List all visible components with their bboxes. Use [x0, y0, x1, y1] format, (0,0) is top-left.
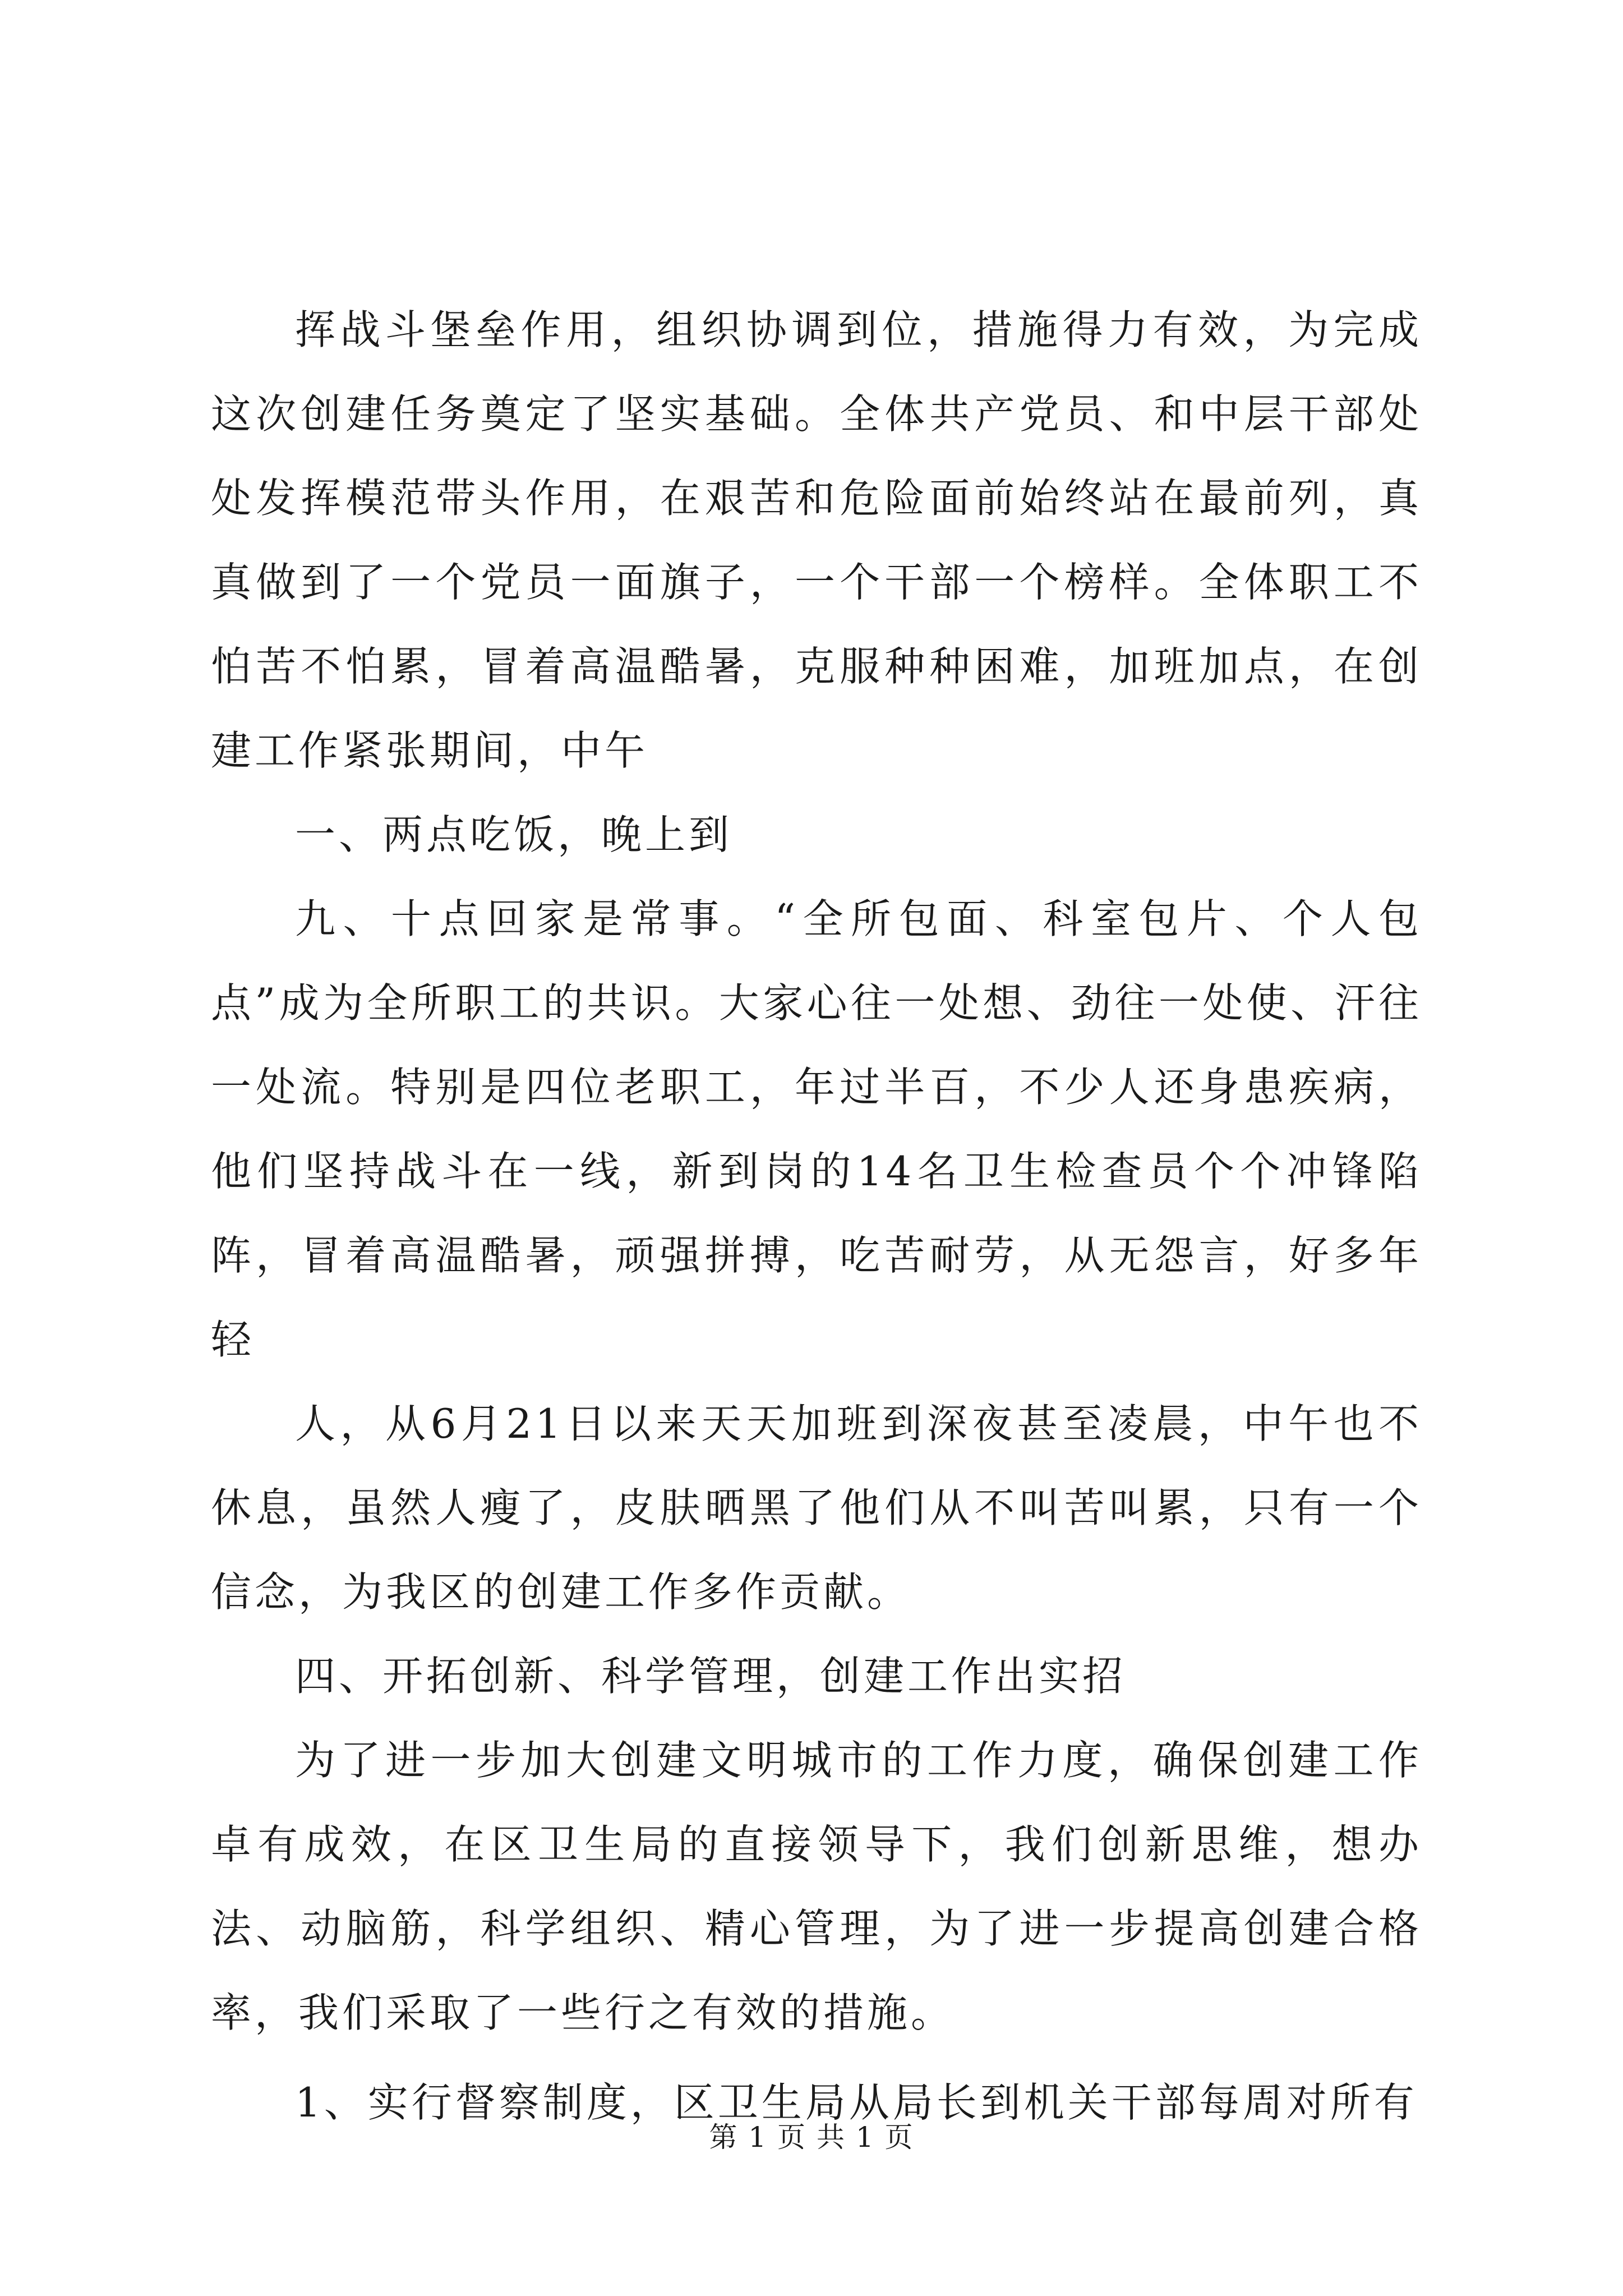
page-footer: 第 1 页 共 1 页 [709, 2121, 914, 2154]
section-heading: 四、开拓创新、科学管理，创建工作出实招 [295, 1653, 1127, 1700]
document-body [211, 288, 1422, 2145]
list-item-1: 1、实行督察制度，区卫生局从局长到机关干部每周对所有 [295, 2079, 1418, 2126]
paragraph-4: 人，从6月21日以来天天加班到深夜甚至凌晨，中午也不休息，虽然人瘦了，皮肤晒黑了他们从不叫苦叫累，只有一个信念，为我区的创建工作多作贡献。 [211, 1400, 1422, 1616]
paragraph-3: 九、十点回家是常事。“全所包面、科室包片、个人包点”成为全所职工的共识。大家心往一处想、劲往一处使、汗往一处流。特别是四位老职工，年过半百，不少人还身患疾病，他们坚持战斗在一线，新到岗的14名卫生检查员个个冲锋陷阵，冒着高温酷暑，顽强拼搏，吃苦耐劳，从无怨言，好多年轻 [211, 895, 1422, 1363]
paragraph-1: 挥战斗堡垒作用，组织协调到位，措施得力有效，为完成这次创建任务奠定了坚实基础。全体共产党员、和中层干部处处发挥模范带头作用，在艰苦和危险面前始终站在最前列，真真做到了一个党员一面旗子，一个干部一个榜样。全体职工不怕苦不怕累，冒着高温酷暑，克服种种困难，加班加点，在创建工作紧张期间，中午 [211, 306, 1422, 774]
paragraph-2: 一、两点吃饭，晚上到 [295, 811, 733, 858]
paragraph-5: 为了进一步加大创建文明城市的工作力度，确保创建工作卓有成效，在区卫生局的直接领导下，我们创新思维，想办法、动脑筋，科学组织、精心管理，为了进一步提高创建合格率，我们采取了一些行之有效的措施。 [211, 1737, 1422, 2036]
